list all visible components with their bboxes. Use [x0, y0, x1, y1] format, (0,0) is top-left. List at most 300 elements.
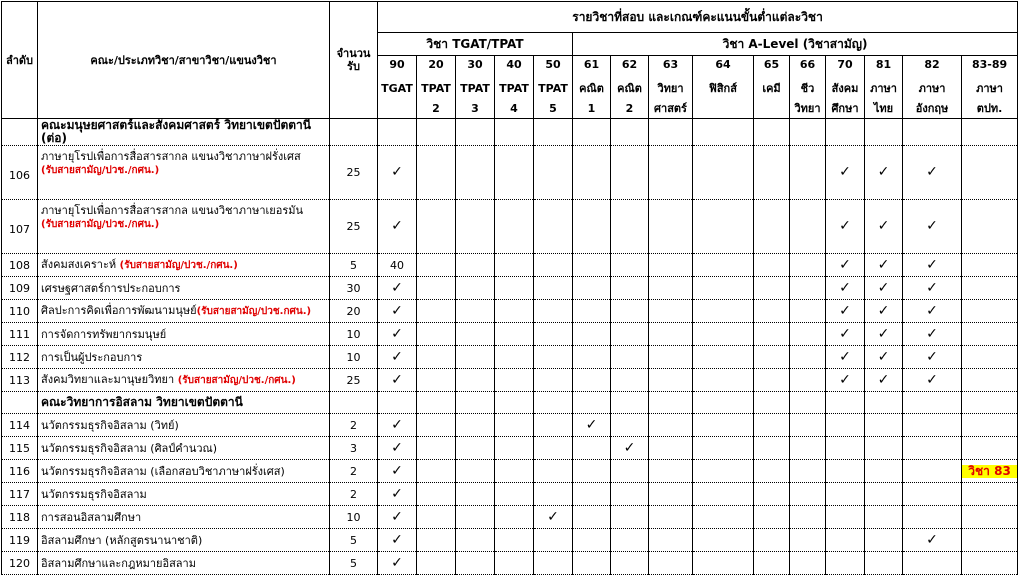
- empty-criteria-cell: [693, 200, 754, 254]
- empty-criteria-cell: [649, 346, 693, 369]
- program-name-cell: [38, 277, 330, 300]
- faculty-row-blank: [456, 119, 495, 146]
- empty-criteria-cell: [962, 346, 1018, 369]
- empty-criteria-cell: [456, 460, 495, 483]
- subject-name-header: วิทยา: [649, 78, 693, 98]
- empty-criteria-cell: [754, 414, 790, 437]
- empty-criteria-cell: [754, 552, 790, 575]
- empty-criteria-cell: [754, 369, 790, 392]
- empty-criteria-cell: [649, 460, 693, 483]
- table-row: [2, 300, 1018, 323]
- check-mark-icon: ✓: [611, 437, 649, 460]
- empty-criteria-cell: [573, 483, 611, 506]
- empty-criteria-cell: [962, 146, 1018, 200]
- empty-criteria-cell: [534, 437, 573, 460]
- empty-criteria-cell: [693, 460, 754, 483]
- seats-value: 3: [330, 437, 378, 460]
- empty-criteria-cell: [456, 414, 495, 437]
- empty-criteria-cell: [417, 414, 456, 437]
- empty-criteria-cell: [456, 346, 495, 369]
- criteria-cell: [962, 460, 1018, 483]
- subject-name-header-line2: 2: [611, 98, 649, 119]
- seats-value: 5: [330, 254, 378, 277]
- empty-criteria-cell: [611, 146, 649, 200]
- check-mark-icon: ✓: [903, 529, 962, 552]
- empty-criteria-cell: [649, 529, 693, 552]
- table-body: [2, 119, 1018, 575]
- empty-criteria-cell: [962, 277, 1018, 300]
- program-name-cell: [38, 529, 330, 552]
- faculty-row-blank: [534, 392, 573, 414]
- program-name-cell: [38, 483, 330, 506]
- subject-code-header: 83-89: [962, 56, 1018, 79]
- empty-criteria-cell: [790, 323, 826, 346]
- program-name-cell: [38, 346, 330, 369]
- subject-name-header: TGAT: [378, 78, 417, 98]
- empty-criteria-cell: [649, 552, 693, 575]
- empty-criteria-cell: [865, 414, 903, 437]
- empty-criteria-cell: [456, 277, 495, 300]
- check-mark-icon: ✓: [865, 277, 903, 300]
- faculty-row-blank: [417, 119, 456, 146]
- program-name-cell: [38, 254, 330, 277]
- program-name: อิสลามศึกษา (หลักสูตรนานาชาติ): [41, 533, 203, 547]
- empty-criteria-cell: [903, 552, 962, 575]
- empty-criteria-cell: [534, 146, 573, 200]
- check-mark-icon: ✓: [865, 146, 903, 200]
- table-row: [2, 346, 1018, 369]
- check-mark-icon: ✓: [865, 254, 903, 277]
- subject-code-header: 62: [611, 56, 649, 79]
- faculty-row-blank: [611, 119, 649, 146]
- empty-criteria-cell: [611, 414, 649, 437]
- empty-criteria-cell: [649, 506, 693, 529]
- check-mark-icon: ✓: [865, 323, 903, 346]
- subject-name-header: ภาษา: [962, 78, 1018, 98]
- subject-name-header-line2: อังกฤษ: [903, 98, 962, 119]
- faculty-title: คณะมนุษยศาสตร์และสังคมศาสตร์ วิทยาเขตปัตตานี (ต่อ): [38, 119, 330, 146]
- subject-name-header: TPAT: [456, 78, 495, 98]
- empty-criteria-cell: [790, 277, 826, 300]
- check-mark-icon: ✓: [865, 200, 903, 254]
- empty-criteria-cell: [611, 277, 649, 300]
- row-number: 118: [2, 506, 38, 529]
- check-mark-icon: ✓: [534, 506, 573, 529]
- eligibility-note: (รับสายสามัญ/ปวช./กศน.): [41, 165, 160, 176]
- subjects-title: รายวิชาที่สอบ และเกณฑ์คะแนนขั้นต่ำแต่ละวิชา: [378, 2, 1018, 33]
- empty-criteria-cell: [754, 529, 790, 552]
- check-mark-icon: ✓: [378, 529, 417, 552]
- empty-criteria-cell: [534, 483, 573, 506]
- subject-name-header-line2: ศึกษา: [826, 98, 865, 119]
- empty-criteria-cell: [962, 552, 1018, 575]
- empty-criteria-cell: [903, 437, 962, 460]
- program-name-cell: [38, 460, 330, 483]
- row-number: 113: [2, 369, 38, 392]
- program-name-cell: [38, 437, 330, 460]
- table-row: [2, 460, 1018, 483]
- check-mark-icon: ✓: [378, 460, 417, 483]
- row-number: 112: [2, 346, 38, 369]
- empty-criteria-cell: [790, 146, 826, 200]
- empty-criteria-cell: [495, 483, 534, 506]
- subject-name-header: คณิต: [611, 78, 649, 98]
- check-mark-icon: ✓: [378, 300, 417, 323]
- empty-criteria-cell: [495, 200, 534, 254]
- table-row: [2, 414, 1018, 437]
- table-row: [2, 437, 1018, 460]
- subject-code-header: 66: [790, 56, 826, 79]
- seats-header: [330, 2, 378, 119]
- program-name: การสอนอิสลามศึกษา: [41, 510, 142, 524]
- empty-criteria-cell: [456, 300, 495, 323]
- program-name: นวัตกรรมธุรกิจอิสลาม (เลือกสอบวิชาภาษาฝรั่งเศส): [41, 464, 285, 478]
- empty-criteria-cell: [495, 460, 534, 483]
- empty-criteria-cell: [456, 483, 495, 506]
- subject-name-header-line2: [693, 98, 754, 119]
- empty-criteria-cell: [534, 300, 573, 323]
- faculty-row-blank: [962, 392, 1018, 414]
- empty-criteria-cell: [790, 414, 826, 437]
- empty-criteria-cell: [534, 200, 573, 254]
- faculty-title: คณะวิทยาการอิสลาม วิทยาเขตปัตตานี: [38, 392, 330, 414]
- eligibility-note: (รับสายสามัญ/ปวช./กศน.): [41, 219, 160, 230]
- empty-criteria-cell: [790, 300, 826, 323]
- empty-criteria-cell: [649, 254, 693, 277]
- empty-criteria-cell: [573, 300, 611, 323]
- empty-criteria-cell: [962, 323, 1018, 346]
- seats-header-line2: รับ: [347, 60, 360, 73]
- empty-criteria-cell: [534, 369, 573, 392]
- empty-criteria-cell: [611, 346, 649, 369]
- subject-name-header: เคมี: [754, 78, 790, 98]
- empty-criteria-cell: [534, 414, 573, 437]
- row-number: 120: [2, 552, 38, 575]
- row-number: 109: [2, 277, 38, 300]
- subject-name-header: ภาษา: [865, 78, 903, 98]
- empty-criteria-cell: [456, 437, 495, 460]
- empty-criteria-cell: [417, 323, 456, 346]
- subject-name-header: TPAT: [534, 78, 573, 98]
- faculty-row: [2, 119, 1018, 146]
- subject-code-header: 50: [534, 56, 573, 79]
- program-name-cell: [38, 323, 330, 346]
- empty-criteria-cell: [456, 254, 495, 277]
- faculty-row-blank: [790, 119, 826, 146]
- empty-criteria-cell: [534, 529, 573, 552]
- table-row: [2, 146, 1018, 200]
- check-mark-icon: ✓: [378, 483, 417, 506]
- program-name-cell: [38, 300, 330, 323]
- check-mark-icon: ✓: [378, 506, 417, 529]
- empty-criteria-cell: [495, 437, 534, 460]
- empty-criteria-cell: [754, 483, 790, 506]
- empty-criteria-cell: [573, 529, 611, 552]
- program-name: ศิลปะการคิดเพื่อการพัฒนามนุษย์: [41, 304, 197, 317]
- empty-criteria-cell: [495, 552, 534, 575]
- empty-criteria-cell: [754, 437, 790, 460]
- check-mark-icon: ✓: [865, 369, 903, 392]
- empty-criteria-cell: [790, 552, 826, 575]
- faculty-row-blank: [417, 392, 456, 414]
- empty-criteria-cell: [495, 323, 534, 346]
- tgat-group-header: วิชา TGAT/TPAT: [378, 33, 573, 56]
- row-number: 111: [2, 323, 38, 346]
- program-name-cell: [38, 506, 330, 529]
- empty-criteria-cell: [962, 483, 1018, 506]
- seats-header-line1: จำนวน: [336, 47, 371, 60]
- empty-criteria-cell: [417, 200, 456, 254]
- faculty-row-blank: [495, 392, 534, 414]
- empty-criteria-cell: [495, 346, 534, 369]
- empty-criteria-cell: [790, 369, 826, 392]
- eligibility-note: (รับสายสามัญ/ปวช./กศน.): [119, 260, 238, 271]
- empty-criteria-cell: [649, 300, 693, 323]
- empty-criteria-cell: [573, 369, 611, 392]
- check-mark-icon: ✓: [903, 369, 962, 392]
- faculty-row-blank: [330, 392, 378, 414]
- empty-criteria-cell: [903, 506, 962, 529]
- faculty-row-blank: [865, 392, 903, 414]
- empty-criteria-cell: [649, 146, 693, 200]
- table-row: [2, 552, 1018, 575]
- subject-name-header: TPAT: [417, 78, 456, 98]
- empty-criteria-cell: [649, 437, 693, 460]
- empty-criteria-cell: [456, 369, 495, 392]
- empty-criteria-cell: [495, 300, 534, 323]
- empty-criteria-cell: [962, 200, 1018, 254]
- seats-value: 2: [330, 414, 378, 437]
- subject-name-header: คณิต: [573, 78, 611, 98]
- empty-criteria-cell: [495, 254, 534, 277]
- check-mark-icon: ✓: [826, 369, 865, 392]
- subject-name-header: TPAT: [495, 78, 534, 98]
- faculty-row-blank: [754, 119, 790, 146]
- check-mark-icon: ✓: [378, 414, 417, 437]
- empty-criteria-cell: [456, 552, 495, 575]
- program-name: อิสลามศึกษาและกฎหมายอิสลาม: [41, 556, 196, 570]
- empty-criteria-cell: [573, 146, 611, 200]
- empty-criteria-cell: [790, 506, 826, 529]
- empty-criteria-cell: [573, 552, 611, 575]
- program-name-cell: [38, 369, 330, 392]
- empty-criteria-cell: [962, 369, 1018, 392]
- program-name: นวัตกรรมธุรกิจอิสลาม (ศิลป์คำนวณ): [41, 441, 218, 455]
- empty-criteria-cell: [693, 369, 754, 392]
- empty-criteria-cell: [865, 552, 903, 575]
- faculty-row-blank: [865, 119, 903, 146]
- empty-criteria-cell: [649, 483, 693, 506]
- empty-criteria-cell: [534, 323, 573, 346]
- empty-criteria-cell: [754, 254, 790, 277]
- empty-criteria-cell: [826, 483, 865, 506]
- empty-criteria-cell: [693, 414, 754, 437]
- faculty-header: คณะ/ประเภทวิชา/สาขาวิชา/แขนงวิชา: [38, 2, 330, 119]
- empty-criteria-cell: [534, 254, 573, 277]
- empty-criteria-cell: [962, 437, 1018, 460]
- empty-criteria-cell: [534, 277, 573, 300]
- empty-criteria-cell: [495, 277, 534, 300]
- empty-criteria-cell: [693, 483, 754, 506]
- faculty-row-blank: [826, 392, 865, 414]
- check-mark-icon: ✓: [378, 552, 417, 575]
- empty-criteria-cell: [790, 437, 826, 460]
- empty-criteria-cell: [573, 254, 611, 277]
- faculty-row-blank: [573, 392, 611, 414]
- program-name: การจัดการทรัพยากรมนุษย์: [41, 327, 167, 341]
- empty-criteria-cell: [865, 460, 903, 483]
- program-name-cell: [38, 146, 330, 200]
- empty-criteria-cell: [417, 552, 456, 575]
- program-name: สังคมสงเคราะห์: [41, 258, 120, 271]
- empty-criteria-cell: [573, 437, 611, 460]
- subject-name-header-line2: 5: [534, 98, 573, 119]
- seats-value: 25: [330, 200, 378, 254]
- empty-criteria-cell: [962, 300, 1018, 323]
- table-row: [2, 369, 1018, 392]
- empty-criteria-cell: [790, 346, 826, 369]
- row-number: 108: [2, 254, 38, 277]
- eligibility-note: (รับสายสามัญ/ปวช.กศน.): [196, 306, 312, 317]
- row-number: 114: [2, 414, 38, 437]
- row-number: 110: [2, 300, 38, 323]
- check-mark-icon: ✓: [903, 323, 962, 346]
- empty-criteria-cell: [790, 483, 826, 506]
- empty-criteria-cell: [417, 506, 456, 529]
- empty-criteria-cell: [754, 146, 790, 200]
- check-mark-icon: ✓: [865, 346, 903, 369]
- table-row: [2, 529, 1018, 552]
- faculty-row-blank: [2, 119, 38, 146]
- empty-criteria-cell: [611, 254, 649, 277]
- empty-criteria-cell: [790, 254, 826, 277]
- empty-criteria-cell: [611, 506, 649, 529]
- subject-name-header-line2: วิทยา: [790, 98, 826, 119]
- faculty-row-blank: [495, 119, 534, 146]
- empty-criteria-cell: [417, 483, 456, 506]
- subject-name-header-line2: 1: [573, 98, 611, 119]
- empty-criteria-cell: [790, 200, 826, 254]
- program-name: สังคมวิทยาและมานุษยวิทยา: [41, 373, 178, 386]
- table-header: [2, 2, 1018, 119]
- empty-criteria-cell: [693, 346, 754, 369]
- faculty-row-blank: [573, 119, 611, 146]
- seats-value: 25: [330, 146, 378, 200]
- check-mark-icon: ✓: [378, 437, 417, 460]
- empty-criteria-cell: [611, 552, 649, 575]
- subject-name-header-line2: 4: [495, 98, 534, 119]
- subject-code-header: 61: [573, 56, 611, 79]
- seats-value: 25: [330, 369, 378, 392]
- empty-criteria-cell: [649, 323, 693, 346]
- row-number: 106: [2, 146, 38, 200]
- empty-criteria-cell: [693, 437, 754, 460]
- empty-criteria-cell: [903, 414, 962, 437]
- empty-criteria-cell: [962, 506, 1018, 529]
- table-row: [2, 254, 1018, 277]
- faculty-row-blank: [649, 119, 693, 146]
- program-name: เศรษฐศาสตร์การประกอบการ: [41, 281, 181, 295]
- subject-name-header: สังคม: [826, 78, 865, 98]
- empty-criteria-cell: [534, 346, 573, 369]
- empty-criteria-cell: [754, 200, 790, 254]
- row-number: 107: [2, 200, 38, 254]
- empty-criteria-cell: [754, 300, 790, 323]
- check-mark-icon: ✓: [378, 200, 417, 254]
- subject-code-header: 82: [903, 56, 962, 79]
- faculty-row-blank: [693, 119, 754, 146]
- empty-criteria-cell: [790, 529, 826, 552]
- empty-criteria-cell: [417, 460, 456, 483]
- empty-criteria-cell: [495, 506, 534, 529]
- row-number: 119: [2, 529, 38, 552]
- subject-code-header: 90: [378, 56, 417, 79]
- empty-criteria-cell: [826, 506, 865, 529]
- subject-name-header-line2: 3: [456, 98, 495, 119]
- subject-name-header: ภาษา: [903, 78, 962, 98]
- empty-criteria-cell: [417, 300, 456, 323]
- program-name: ภาษายุโรปเพื่อการสื่อสารสากล แขนงวิชาภาษาฝรั่งเศส: [41, 150, 301, 163]
- empty-criteria-cell: [649, 414, 693, 437]
- empty-criteria-cell: [693, 277, 754, 300]
- table-row: [2, 323, 1018, 346]
- empty-criteria-cell: [649, 200, 693, 254]
- seats-value: 2: [330, 460, 378, 483]
- empty-criteria-cell: [417, 437, 456, 460]
- row-number: 117: [2, 483, 38, 506]
- empty-criteria-cell: [611, 200, 649, 254]
- empty-criteria-cell: [611, 460, 649, 483]
- subject-code-header: 81: [865, 56, 903, 79]
- alevel-group-header: วิชา A-Level (วิชาสามัญ): [573, 33, 1018, 56]
- check-mark-icon: ✓: [903, 277, 962, 300]
- faculty-row-blank: [378, 392, 417, 414]
- empty-criteria-cell: [649, 277, 693, 300]
- program-name-cell: [38, 200, 330, 254]
- faculty-row-blank: [649, 392, 693, 414]
- check-mark-icon: ✓: [378, 369, 417, 392]
- admission-criteria-table: [1, 1, 1018, 575]
- eligibility-note: (รับสายสามัญ/ปวช./กศน.): [177, 375, 296, 386]
- faculty-row-blank: [330, 119, 378, 146]
- check-mark-icon: ✓: [378, 146, 417, 200]
- order-header: ลำดับ: [2, 2, 38, 119]
- empty-criteria-cell: [962, 529, 1018, 552]
- empty-criteria-cell: [649, 369, 693, 392]
- check-mark-icon: ✓: [826, 254, 865, 277]
- faculty-row-blank: [826, 119, 865, 146]
- empty-criteria-cell: [693, 254, 754, 277]
- empty-criteria-cell: [865, 437, 903, 460]
- faculty-row-blank: [456, 392, 495, 414]
- faculty-row-blank: [790, 392, 826, 414]
- row-number: 116: [2, 460, 38, 483]
- empty-criteria-cell: [865, 529, 903, 552]
- empty-criteria-cell: [826, 414, 865, 437]
- faculty-row-blank: [378, 119, 417, 146]
- program-name-cell: [38, 414, 330, 437]
- faculty-row-blank: [754, 392, 790, 414]
- empty-criteria-cell: [962, 414, 1018, 437]
- empty-criteria-cell: [573, 460, 611, 483]
- faculty-row-blank: [611, 392, 649, 414]
- empty-criteria-cell: [495, 146, 534, 200]
- subject-code-header: 70: [826, 56, 865, 79]
- empty-criteria-cell: [826, 460, 865, 483]
- empty-criteria-cell: [865, 506, 903, 529]
- empty-criteria-cell: [903, 460, 962, 483]
- check-mark-icon: ✓: [826, 277, 865, 300]
